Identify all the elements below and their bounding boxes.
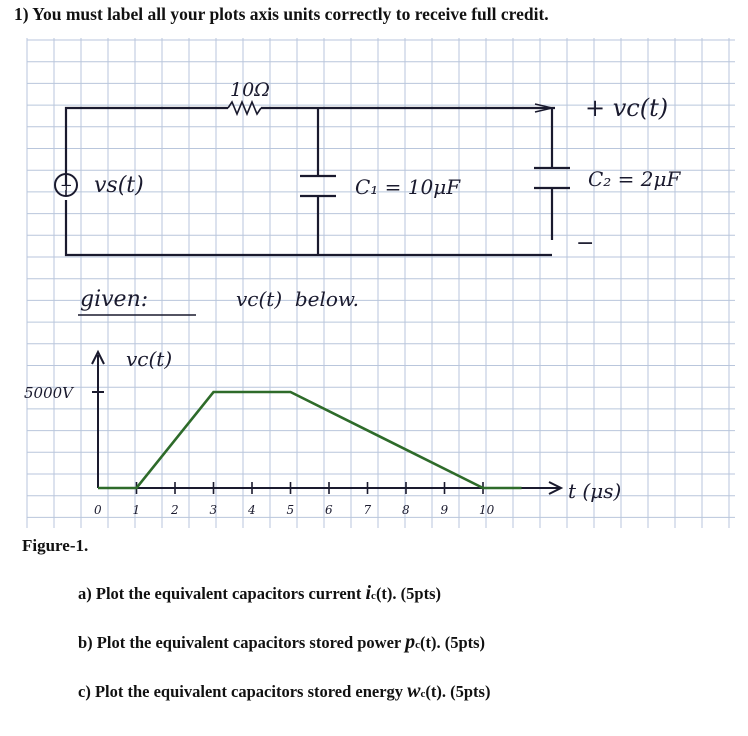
y-tick-label: 5000V [24,384,74,402]
given-label: given: [80,287,149,312]
minus-label: − [576,231,595,256]
wire-top-left [66,108,228,185]
page-title: 1) You must label all your plots axis units correctly to receive full credit. [14,4,549,24]
figure-label: Figure-1. [22,536,89,555]
question-b-symbol: p [405,631,416,653]
source-plus-sign: + [60,176,73,194]
given-text: vc(t) below. [236,287,360,311]
question-b-sub: c [415,639,420,651]
x-tick-label: 3 [209,503,218,517]
wire-source-bottom [66,200,318,255]
x-tick-label: 1 [132,503,141,517]
question-b-prefix: b) Plot the equivalent capacitors stored power [78,633,401,652]
x-tick-label: 5 [286,503,295,517]
c1-plates [300,176,336,196]
resistor-symbol [228,102,261,114]
x-tick-label: 10 [479,503,495,517]
x-axis-label: t (μs) [568,479,622,503]
resistor-label: 10Ω [230,79,270,101]
question-c [78,680,490,703]
c2-label: C₂ = 2μF [588,167,681,191]
question-a [78,582,441,605]
vc-plot [24,347,621,517]
x-tick-label: 4 [248,503,256,517]
question-c-prefix: c) Plot the equivalent capacitors stored energy [78,682,404,701]
question-a-symbol: i [365,582,372,604]
x-tick-label: 7 [363,503,372,517]
c1-label: C₁ = 10μF [355,175,461,199]
vc-label: + vc(t) [585,94,669,122]
c2-plates [534,168,570,188]
x-tick-label: 8 [402,503,410,517]
question-c-sub: c [420,688,426,700]
x-tick-label: 6 [325,503,333,517]
question-c-suffix: (t). (5pts) [425,682,491,701]
question-a-sub: c [371,590,376,602]
question-b-suffix: (t). (5pts) [419,633,486,652]
question-b [78,631,485,654]
x-tick-label: 0 [94,503,102,517]
source-label: vs(t) [94,173,144,198]
x-tick-label: 2 [171,503,179,517]
question-a-suffix: (t). (5pts) [375,584,442,603]
x-tick-label: 9 [440,503,449,517]
question-a-prefix: a) Plot the equivalent capacitors current [78,584,362,603]
y-axis-label: vc(t) [126,347,173,371]
question-c-symbol: w [407,680,421,702]
